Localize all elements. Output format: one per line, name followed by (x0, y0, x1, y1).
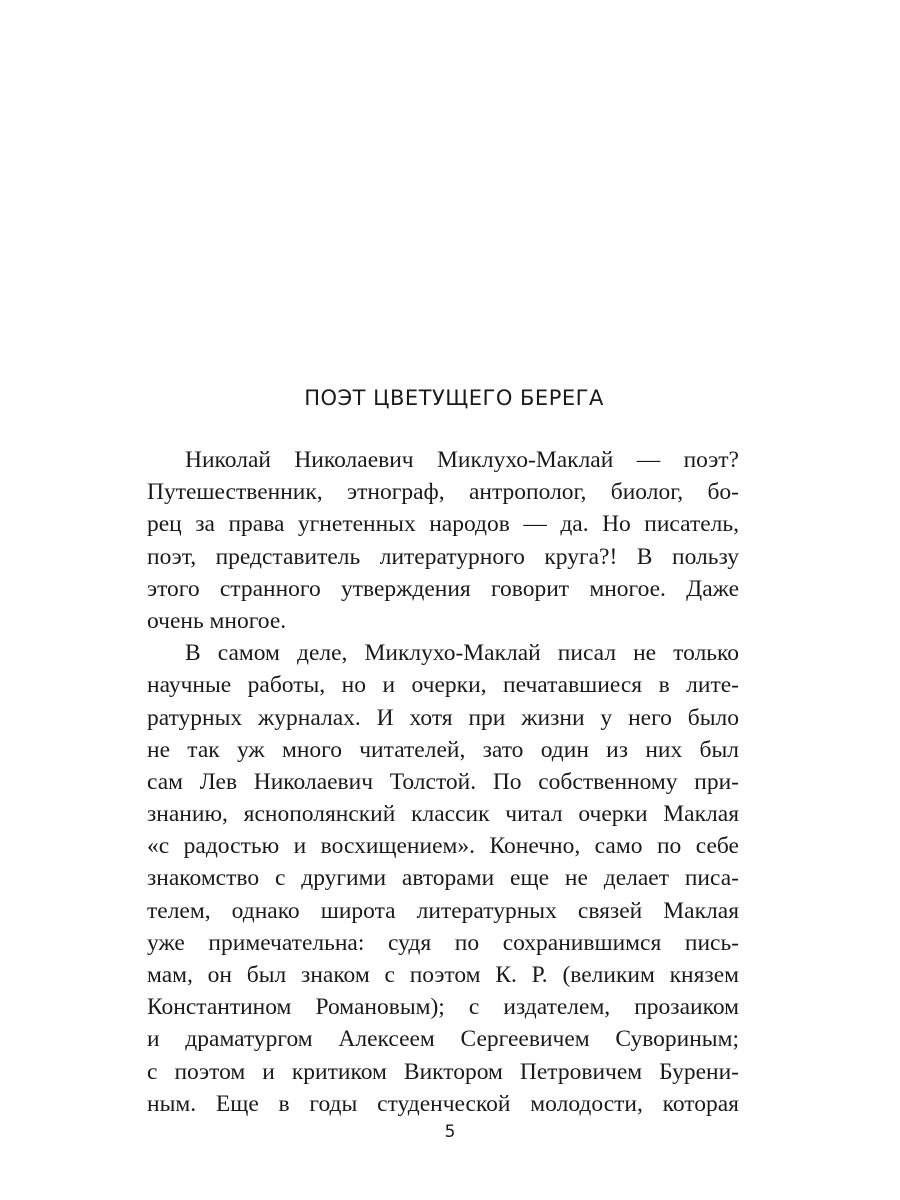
text-line: и драматургом Алексеем Сергеевичем Сувориным; (147, 1026, 739, 1053)
text-line: ным. Еще в годы студенческой молодости, которая (147, 1090, 739, 1117)
text-line: «с радостью и восхищением». Конечно, само по себе (147, 833, 739, 860)
paragraph-2 (147, 637, 739, 1120)
body-text (147, 444, 739, 1120)
text-line: уже примечательна: судя по сохранившимся пись- (147, 929, 739, 956)
text-line: знакомство с другими авторами еще не делает писа- (147, 865, 739, 892)
text-line: телем, однако широта литературных связей Маклая (147, 897, 739, 924)
text-line: Николай Николаевич Миклухо-Маклай — поэт? (185, 447, 739, 473)
text-line: Константином Романовым); с издателем, прозаиком (147, 994, 739, 1021)
text-line: очень многое. (147, 607, 287, 634)
text-line: не так уж много читателей, зато один из них был (147, 736, 739, 763)
paragraph-1 (147, 444, 739, 637)
text-line: Путешественник, этнограф, антрополог, биолог, бо- (147, 479, 739, 506)
text-line: научные работы, но и очерки, печатавшиеся в лите- (147, 672, 739, 699)
text-line: рец за права угнетенных народов — да. Но писатель, (147, 511, 739, 538)
text-line: этого странного утверждения говорит многое. Даже (147, 575, 739, 602)
text-line: знанию, яснополянский классик читал очерки Маклая (147, 801, 739, 828)
chapter-title: ПОЭТ ЦВЕТУЩЕГО БЕРЕГА (304, 386, 604, 410)
text-line: мам, он был знаком с поэтом К. Р. (великим князем (147, 962, 739, 988)
text-line: сам Лев Николаевич Толстой. По собственному при- (147, 768, 739, 795)
page-number: 5 (444, 1122, 456, 1142)
text-line: с поэтом и критиком Виктором Петровичем Бурени- (147, 1058, 739, 1085)
text-line: поэт, представитель литературного круга?! В пользу (147, 543, 739, 570)
text-line: В самом деле, Миклухо-Маклай писал не только (185, 640, 739, 667)
text-line: ратурных журналах. И хотя при жизни у него было (147, 704, 739, 731)
